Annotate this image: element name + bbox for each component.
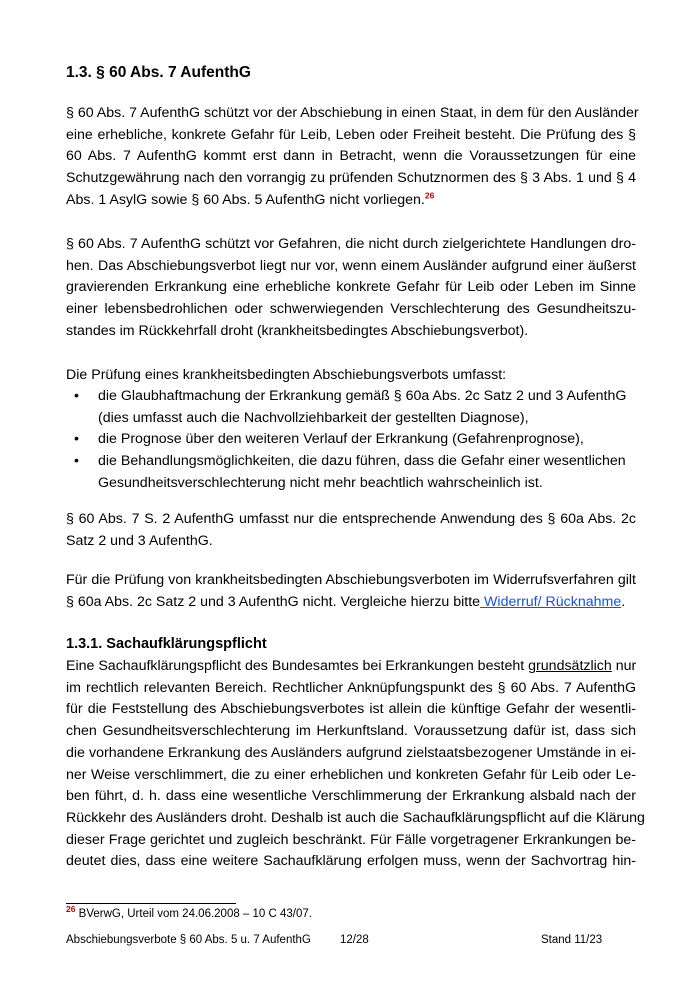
text-line: § 60 Abs. 7 AufenthG schützt vor Gefahren, die nicht durch zielgerichtete Handlungen dro- xyxy=(66,236,636,252)
paragraph-5 xyxy=(66,570,636,613)
text-line: eine erhebliche, konkrete Gefahr für Leib, Leben oder Freiheit besteht. Die Prüfung des § xyxy=(66,126,636,143)
text-line: für die Feststellung des Abschiebungsverbotes ist allein die künftige Gefahr der wesentli- xyxy=(66,701,636,718)
bullet-icon: • xyxy=(74,431,79,448)
text-line-content: nur xyxy=(611,658,637,674)
text-line: hen. Das Abschiebungsverbot liegt nur vor, wenn einem Ausländer aufgrund einer äußerst xyxy=(66,257,636,274)
text-line: die Prognose über den weiteren Verlauf der Erkrankung (Gefahrenprognose), xyxy=(98,431,584,448)
footnote-divider xyxy=(66,903,236,904)
bullet-list xyxy=(66,386,636,495)
text-line: Gesundheitsverschlechterung nicht mehr beachtlich wahrscheinlich ist. xyxy=(98,474,543,491)
text-line: standes im Rückkehrfall droht (krankheitsbedingtes Abschiebungsverbot). xyxy=(66,322,529,339)
text-line-content: . xyxy=(621,593,626,610)
text-line: chen Gesundheitsverschlechterung im Herkunftsland. Voraussetzung dafür ist, dass sich xyxy=(66,723,636,740)
text-line: die vorhandene Erkrankung des Ausländers aufgrund zielstaatsbezogener Umstände in ei- xyxy=(66,744,636,761)
footer-left: Abschiebungsverbote § 60 Abs. 5 u. 7 AufenthG xyxy=(66,934,311,946)
footnote xyxy=(66,904,312,920)
footer-right: Stand 11/23 xyxy=(541,934,603,946)
bullet-icon: • xyxy=(74,388,79,404)
page-number: 12/28 xyxy=(340,934,369,946)
text-line: ner Weise verschlimmert, die zu einer erheblichen und konkreten Gefahr für Leib oder Le- xyxy=(66,766,636,783)
footnote-text: BVerwG, Urteil vom 24.06.2008 – 10 C 43/07. xyxy=(75,908,312,920)
bullet-icon: • xyxy=(74,453,79,470)
text-line: Die Prüfung eines krankheitsbedingten Abschiebungsverbots umfasst: xyxy=(66,367,507,383)
paragraph-2 xyxy=(66,234,636,343)
text-line: gravierenden Erkrankung eine erhebliche konkrete Gefahr für Leib oder Leben im Sinne xyxy=(66,279,636,296)
text-line: die Glaubhaftmachung der Erkrankung gemäß § 60a Abs. 2c Satz 2 und 3 AufenthG xyxy=(98,388,627,404)
paragraph-1 xyxy=(66,103,639,212)
paragraph-6 xyxy=(66,656,645,873)
text-line: Schutzgewährung nach den vorrangig zu prüfenden Schutznormen des § 3 Abs. 1 und § 4 xyxy=(66,170,636,187)
text-line xyxy=(66,656,636,678)
text-line xyxy=(66,592,636,614)
text-line: § 60 Abs. 7 AufenthG schützt vor der Abschiebung in einen Staat, in dem für den Ausländer xyxy=(66,105,639,121)
text-line: Für die Prüfung von krankheitsbedingten Abschiebungsverboten im Widerrufsverfahren gilt xyxy=(66,572,636,588)
text-line: 60 Abs. 7 AufenthG kommt erst dann in Betracht, wenn die Voraussetzungen für eine xyxy=(66,148,636,165)
list-item xyxy=(66,386,636,429)
text-line: § 60 Abs. 7 S. 2 AufenthG umfasst nur die entsprechende Anwendung des § 60a Abs. 2c xyxy=(66,511,636,527)
text-line: (dies umfasst auch die Nachvollziehbarkeit der gestellten Diagnose), xyxy=(98,409,529,426)
text-line: einer lebensbedrohlichen oder schwerwiegenden Verschlechterung des Gesundheitszu- xyxy=(66,301,636,318)
underlined-word: grundsätzlich xyxy=(528,658,612,674)
list-item xyxy=(66,429,636,451)
text-line: die Behandlungsmöglichkeiten, die dazu führen, dass die Gefahr einer wesentlichen xyxy=(98,453,626,470)
text-line-content: § 60a Abs. 2c Satz 2 und 3 AufenthG nicht. Vergleiche hierzu bitte xyxy=(66,593,481,610)
text-line: deutet dies, dass eine weitere Sachaufklärung erfolgen muss, wenn der Sachvortrag hin- xyxy=(66,853,636,870)
text-line-content: Abs. 1 AsylG sowie § 60 Abs. 5 AufenthG nicht vorliegen. xyxy=(66,191,425,208)
footnote-number: 26 xyxy=(66,904,76,915)
paragraph-4 xyxy=(66,509,636,552)
text-line: Rückkehr des Ausländers droht. Deshalb ist auch die Sachaufklärungspflicht auf die Klärung xyxy=(66,809,645,826)
footnote-reference[interactable]: 26 xyxy=(424,190,435,201)
text-line: dieser Frage gerichtet und zugleich beschränkt. Für Fälle vorgetragener Erkrankungen be- xyxy=(66,831,636,848)
text-line-content: Eine Sachaufklärungspflicht des Bundesamtes bei Erkrankungen besteht xyxy=(66,658,529,674)
subsection-heading: 1.3.1. Sachaufklärungspflicht xyxy=(66,636,267,652)
paragraph-3-intro xyxy=(66,365,636,387)
text-line xyxy=(66,190,636,212)
section-heading: 1.3. § 60 Abs. 7 AufenthG xyxy=(66,64,251,81)
text-line: im rechtlich relevanten Bereich. Rechtlicher Anknüpfungspunkt des § 60 Abs. 7 AufenthG xyxy=(66,679,636,696)
text-line: Satz 2 und 3 AufenthG. xyxy=(66,532,213,549)
text-line: ben führt, d. h. dass eine wesentliche Verschlimmerung der Erkrankung alsbald nach der xyxy=(66,788,636,805)
widerruf-ruecknahme-link[interactable]: Widerruf/ Rücknahme xyxy=(480,593,622,610)
list-item xyxy=(66,451,636,494)
